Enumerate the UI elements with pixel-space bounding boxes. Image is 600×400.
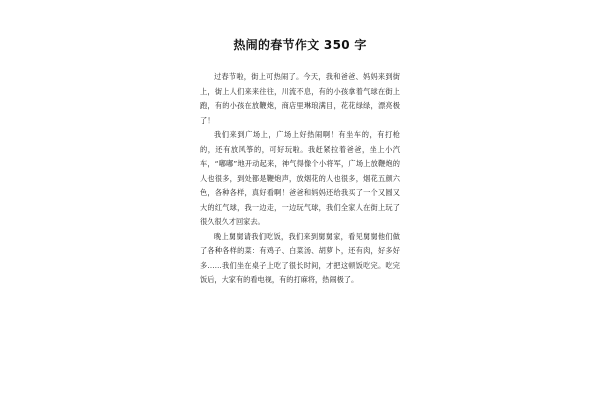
paragraph: 晚上舅舅请我们吃饭，我们来到舅舅家，看见舅舅他们做了各种各样的菜：有鸡子、白菜汤、胡萝卜，还有肉，好多好多……我们坐在桌子上吃了很长时间，才把这顿饭吃完。吃完饭后，大家有的看电视，有的打麻将，热闹极了。	[200, 231, 400, 284]
paragraph: 我们来到广场上，广场上好热闹啊！有坐车的，有打枪的，还有放风筝的，可好玩啦。我赶紧拉着爸爸，坐上小汽车，“嘟嘟”地开动起来，神气得像个小将军，广场上放鞭炮的人也很多，到处都是鞭炮声，放烟花的人也很多，烟花五颜六色，各种各样，真好看啊！爸爸和妈妈还给我买了一个又圆又大的红气球，我一边走，一边玩气球，我们全家人在街上玩了很久很久才回家去。	[200, 130, 400, 226]
paragraph: 过春节啦，街上可热闹了。今天，我和爸爸、妈妈来到街上，街上人们来来往往，川流不息，有的小孩拿着气球在街上跑，有的小孩在放鞭炮，商店里琳琅满目，花花绿绿，漂亮极了！	[200, 72, 400, 125]
document-body	[200, 70, 400, 288]
document-title: 热闹的春节作文 350 字	[233, 38, 367, 52]
